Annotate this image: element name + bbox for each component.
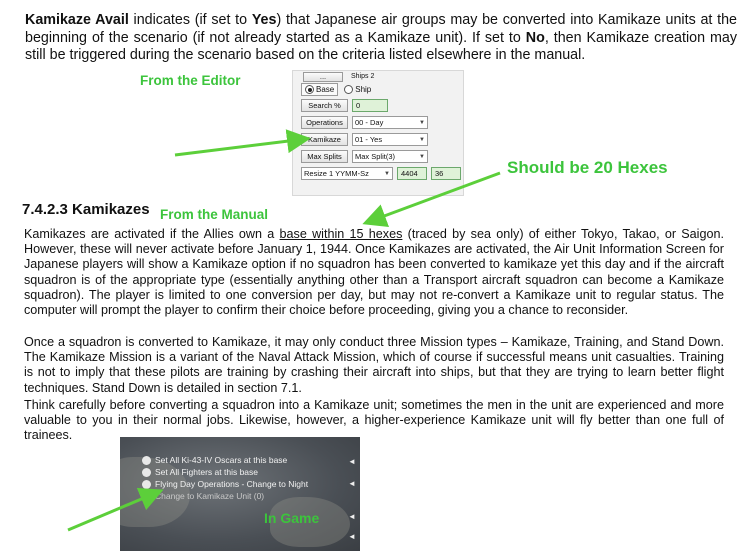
- chevron-down-icon: ▼: [384, 170, 390, 177]
- intro-yes: Yes: [251, 12, 277, 28]
- menu-item-label: Flying Day Operations - Change to Night: [155, 479, 309, 489]
- p1-underlined: base within 15 hexes: [279, 227, 403, 241]
- p1-text-after: (traced by sea only) of either Tokyo, Takao, or Saigon. However, these will never activate before January 1, 1944. Once Kamikazes are activated, the Air Unit Information Screen for Japanese players will show a Kamikaze option if no squadron has been converted to kamikaze yet this day and if the aircraft squadron is of the appropriate type (essentially anything other than a Transport aircraft squadron can become a Kamikaze squadron). The player is limited to one conversion per day, but may not re-convert a Kamikaze unit to regular status. The computer will prompt the player to confirm their choice before proceeding, giving you a chance to reconsider.: [24, 227, 724, 318]
- intro-text-2: ) that Japanese air groups may be converted into Kamikaze units at the beginning of the scenario (if not already started as a Kamikaze unit). If set to: [25, 12, 737, 46]
- section-paragraph-3: Think carefully before converting a squadron into a Kamikaze unit; sometimes the men in the unit are experienced and more valuable to you in their normal jobs. Likewise, however, a higher-experience Kamikaze unit will fly better than one full of trainees.: [24, 398, 724, 443]
- intro-text-1: indicates (if set to: [128, 12, 252, 28]
- operations-button[interactable]: Operations: [301, 116, 348, 129]
- intro-term: Kamikaze Avail: [25, 12, 129, 28]
- callout-from-manual: From the Manual: [160, 207, 269, 222]
- search-percent-field[interactable]: 0: [352, 99, 388, 112]
- radio-base-label: Base: [316, 85, 335, 94]
- radio-ship-label: Ship: [355, 85, 372, 94]
- chevron-down-icon: ▼: [419, 119, 425, 126]
- chevron-down-icon: ▼: [419, 136, 425, 143]
- speaker-icon: ◄: [348, 457, 356, 466]
- speaker-icon: ◄: [348, 532, 356, 541]
- intro-no: No: [525, 29, 545, 46]
- speaker-icon: ◄: [348, 479, 356, 488]
- arrow-icon: [368, 170, 500, 222]
- intro-text-3: , then Kamikaze creation may still be triggered during the scenario based on the criteria listed elsewhere in the manual.: [25, 29, 737, 64]
- resize-field-2[interactable]: 36: [431, 167, 461, 180]
- editor-partial-button[interactable]: ...: [303, 72, 343, 82]
- search-percent-button[interactable]: Search %: [301, 99, 348, 112]
- resize-field-1[interactable]: 4404: [397, 167, 427, 180]
- max-splits-button[interactable]: Max Splits: [301, 150, 348, 163]
- speaker-icon: ◄: [348, 512, 356, 521]
- max-splits-value: Max Split(3): [355, 152, 396, 161]
- menu-item-label: Set All Ki-43-IV Oscars at this base: [155, 455, 288, 465]
- kamikaze-button[interactable]: Kamikaze: [301, 133, 348, 146]
- operations-value: 00 - Day: [355, 118, 384, 127]
- kamikaze-value: 01 - Yes: [355, 135, 383, 144]
- arrow-icon: [68, 492, 158, 530]
- section-paragraph-2: Once a squadron is converted to Kamikaze, it may only conduct three Mission types – Kamikaze, Training, and Stand Down. The Kamikaze Mission is a variant of the Naval Attack Mission, which of course if successful means unit casualties. Training is not to imply that these pilots are training by crashing their aircraft into ships, but that they are trying to learn better flight techniques. Stand Down is detailed in section 7.1.: [24, 335, 724, 395]
- callout-should-be-20-hexes: Should be 20 Hexes: [507, 158, 668, 177]
- arrow-icon: [175, 139, 305, 155]
- callout-from-editor: From the Editor: [140, 73, 241, 88]
- resize-value: Resize 1 YYMM-Sz: [304, 169, 369, 178]
- menu-item-label: Change to Kamikaze Unit (0): [155, 491, 265, 501]
- menu-item-label: Set All Fighters at this base: [155, 467, 258, 477]
- callout-in-game: In Game: [264, 510, 320, 526]
- editor-partial-label: Ships 2: [351, 73, 375, 80]
- p1-text-before: Kamikazes are activated if the Allies own a: [24, 227, 280, 241]
- section-heading: 7.4.2.3 Kamikazes: [22, 201, 150, 218]
- chevron-down-icon: ▼: [419, 153, 425, 160]
